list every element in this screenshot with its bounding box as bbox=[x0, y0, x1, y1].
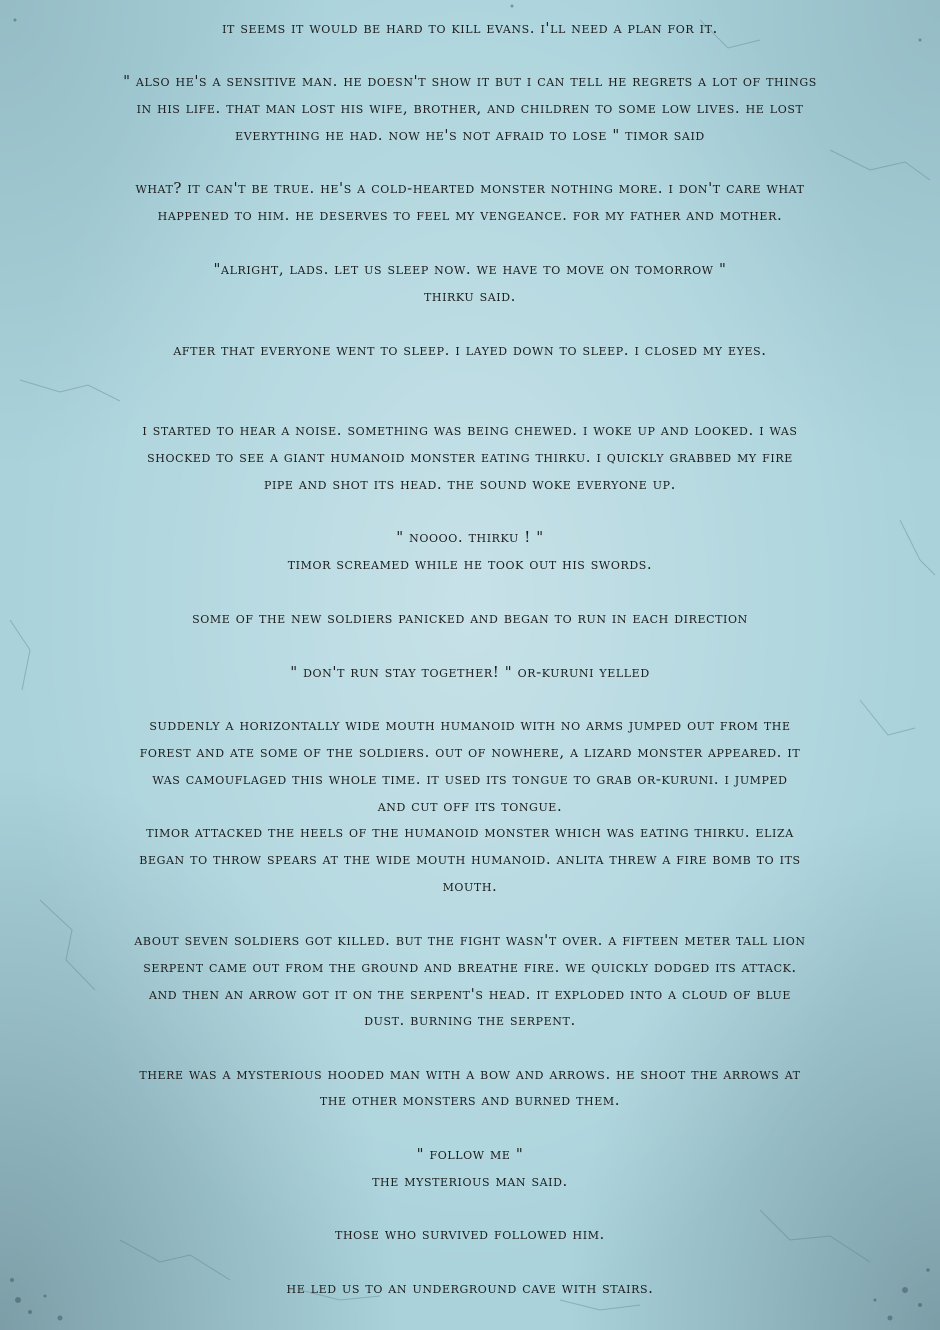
story-line: there was a mysterious hooded man with a bow and arrows. he shoot the arrows at bbox=[139, 1065, 801, 1083]
story-line: after that everyone went to sleep. i layed down to sleep. i closed my eyes. bbox=[173, 341, 767, 359]
story-line: forest and ate some of the soldiers. out of nowhere, a lizard monster appeared. it bbox=[139, 743, 801, 761]
story-line: " follow me " bbox=[416, 1145, 524, 1163]
story-line: and cut off its tongue. bbox=[377, 797, 563, 815]
story-line: everything he had. now he's not afraid to lose " timor said bbox=[235, 126, 705, 144]
story-line: he led us to an underground cave with stairs. bbox=[286, 1279, 654, 1297]
story-line: dust. burning the serpent. bbox=[364, 1011, 576, 1029]
story-line: was camouflaged this whole time. it used its tongue to grab or-kuruni. i jumped bbox=[152, 770, 788, 788]
story-line: about seven soldiers got killed. but the fight wasn't over. a fifteen meter tall lion bbox=[134, 931, 806, 949]
story-line: and then an arrow got it on the serpent's head. it exploded into a cloud of blue bbox=[149, 985, 791, 1003]
story-line: timor screamed while he took out his swords. bbox=[287, 555, 653, 573]
story-line: " also he's a sensitive man. he doesn't show it but i can tell he regrets a lot of things bbox=[123, 72, 817, 90]
story-line: thirku said. bbox=[423, 287, 517, 305]
story-line: began to throw spears at the wide mouth humanoid. anlita threw a fire bomb to its bbox=[139, 850, 801, 868]
story-line: those who survived followed him. bbox=[335, 1225, 605, 1243]
story-line: what? it can't be true. he's a cold-hearted monster nothing more. i don't care what bbox=[135, 179, 805, 197]
story-line: i started to hear a noise. something was being chewed. i woke up and looked. i was bbox=[142, 421, 798, 439]
story-line: timor attacked the heels of the humanoid monster which was eating thirku. eliza bbox=[146, 823, 794, 841]
story-line: "alright, lads. let us sleep now. we have to move on tomorrow " bbox=[213, 260, 727, 278]
story-line: suddenly a horizontally wide mouth humanoid with no arms jumped out from the bbox=[149, 716, 791, 734]
story-line: " noooo. thirku ! " bbox=[396, 528, 544, 546]
story-line: the mysterious man said. bbox=[372, 1172, 568, 1190]
story-line: some of the new soldiers panicked and began to run in each direction bbox=[192, 609, 748, 627]
story-line: in his life. that man lost his wife, brother, and children to some low lives. he lost bbox=[136, 99, 804, 117]
story-line: happened to him. he deserves to feel my vengeance. for my father and mother. bbox=[157, 206, 783, 224]
story-line: shocked to see a giant humanoid monster eating thirku. i quickly grabbed my fire bbox=[147, 448, 793, 466]
story-line: it seems it would be hard to kill evans. i'll need a plan for it. bbox=[222, 19, 718, 37]
story-line: the other monsters and burned them. bbox=[319, 1091, 621, 1109]
story-line: pipe and shot its head. the sound woke everyone up. bbox=[263, 475, 677, 493]
story-line: mouth. bbox=[442, 877, 498, 895]
story-line: serpent came out from the ground and breathe fire. we quickly dodged its attack. bbox=[143, 958, 797, 976]
story-line: " don't run stay together! " or-kuruni yelled bbox=[290, 663, 650, 681]
